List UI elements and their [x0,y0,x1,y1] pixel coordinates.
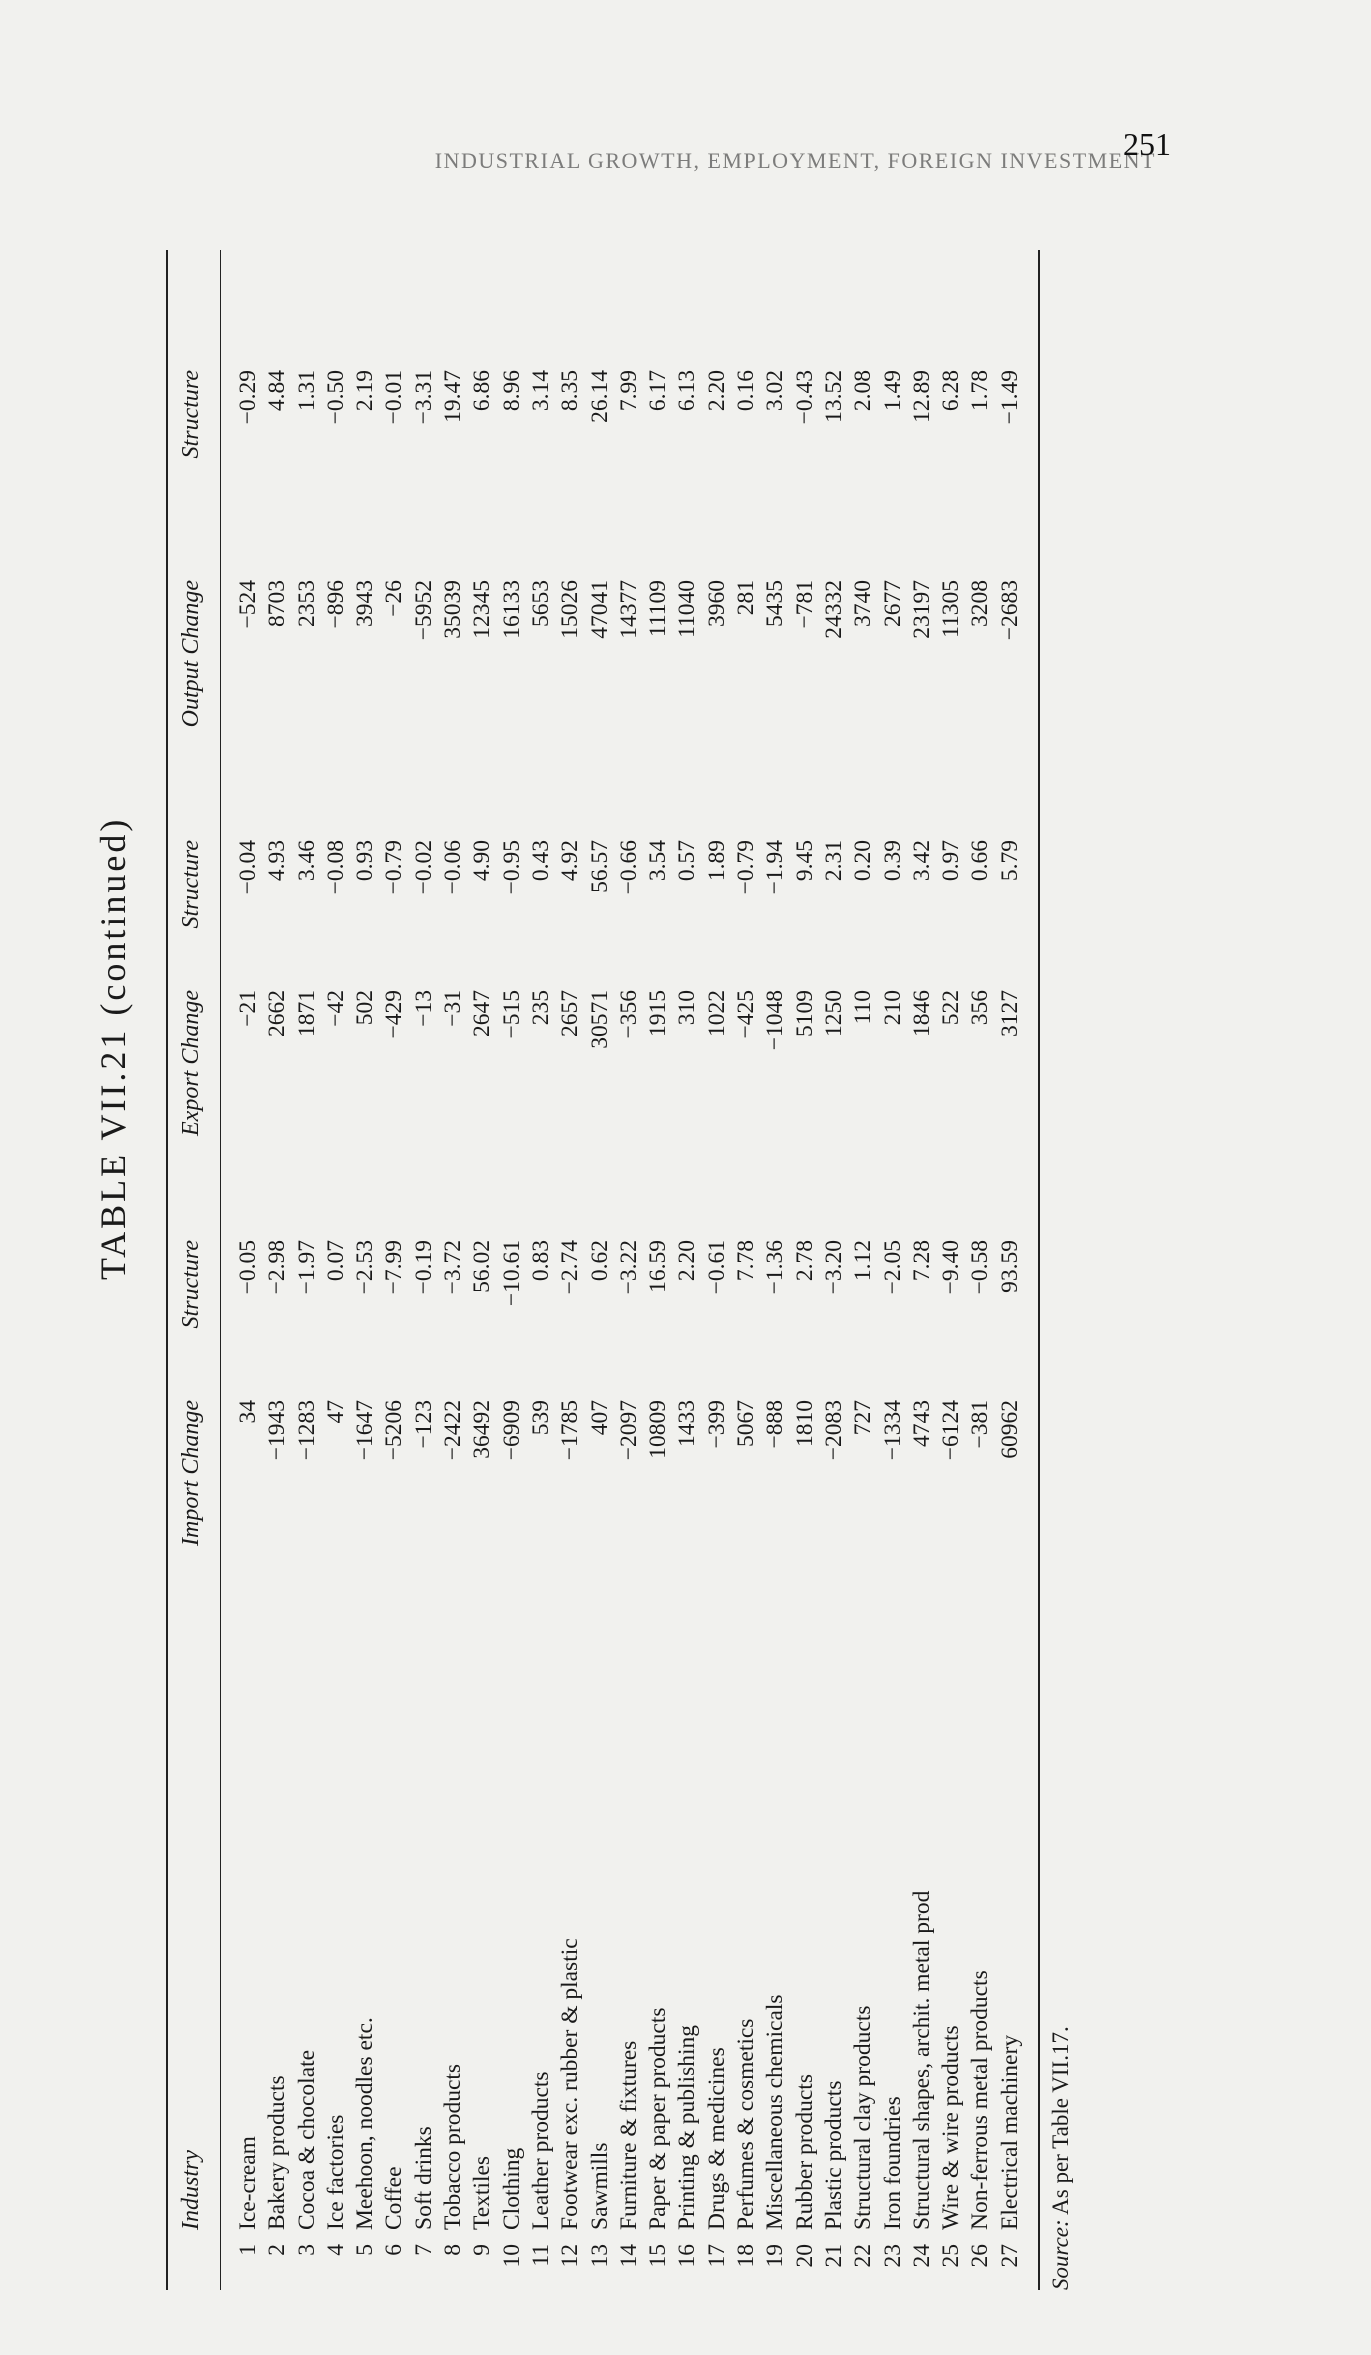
cell-import-structure: −1.97 [293,1240,320,1295]
table-row [380,250,409,2290]
table-header-rule [220,250,221,2290]
table-row [468,250,497,2290]
cell-output-structure: 6.28 [938,370,965,412]
cell-import-change: −1785 [557,1400,584,1461]
cell-import-change: −1334 [879,1400,906,1461]
cell-import-structure: 7.28 [908,1240,935,1282]
cell-export-structure: 3.46 [293,840,320,882]
cell-output-change: −781 [791,580,818,629]
row-industry: Footwear exc. rubber & plastic [557,1938,584,2230]
cell-export-structure: −0.08 [322,840,349,895]
cell-import-change: −2422 [440,1400,467,1461]
cell-import-change: 5067 [733,1400,760,1447]
cell-export-structure: 1.89 [703,840,730,882]
cell-output-structure: −0.50 [322,370,349,425]
cell-output-change: 14377 [615,580,642,639]
row-industry: Drugs & medicines [703,2047,730,2230]
table-source-note [1048,2026,1074,2290]
row-industry: Tobacco products [440,2063,467,2230]
cell-import-structure: −2.98 [264,1240,291,1295]
cell-export-structure: 0.39 [879,840,906,882]
cell-output-structure: 4.84 [264,370,291,412]
cell-output-change: 281 [733,580,760,616]
cell-output-change: −5952 [410,580,437,641]
cell-output-change: 3208 [967,580,994,627]
cell-import-structure: −2.74 [557,1240,584,1295]
cell-import-structure: 2.20 [674,1240,701,1282]
cell-export-structure: −0.79 [733,840,760,895]
table-row [410,250,439,2290]
header-output-structure: Structure [178,370,204,459]
cell-import-structure: 7.78 [733,1240,760,1282]
table-row [732,250,761,2290]
table-row [644,250,673,2290]
cell-export-structure: 3.42 [908,840,935,882]
table-row [673,250,702,2290]
cell-export-change: −429 [381,990,408,1039]
cell-export-change: 2647 [469,990,496,1037]
cell-import-change: −888 [762,1400,789,1449]
table-row [263,250,292,2290]
row-index: 3 [293,2244,320,2256]
row-index: 9 [469,2244,496,2256]
cell-import-structure: −0.19 [410,1240,437,1295]
cell-import-structure: −2.05 [879,1240,906,1295]
header-export-structure: Structure [178,840,204,929]
cell-output-change: −2683 [996,580,1023,641]
row-index: 2 [264,2244,291,2256]
cell-export-change: 110 [850,990,877,1025]
cell-export-change: 522 [938,990,965,1026]
cell-import-change: 36492 [469,1400,496,1459]
cell-export-structure: 5.79 [996,840,1023,882]
cell-import-change: 4743 [908,1400,935,1447]
cell-import-structure: −3.22 [615,1240,642,1295]
cell-output-change: 5435 [762,580,789,627]
cell-import-change: 1433 [674,1400,701,1447]
cell-import-structure: −0.61 [703,1240,730,1295]
table-title: TABLE VII.21 (continued) [93,816,133,1280]
cell-output-change: 3740 [850,580,877,627]
cell-import-structure: −9.40 [938,1240,965,1295]
cell-output-change: 24332 [820,580,847,639]
row-index: 20 [791,2244,818,2268]
cell-export-change: −42 [322,990,349,1027]
cell-import-structure: 16.59 [645,1240,672,1293]
cell-export-change: −21 [235,990,261,1027]
cell-export-change: 1871 [293,990,320,1037]
cell-import-change: −5206 [381,1400,408,1461]
cell-import-structure: 0.83 [527,1240,554,1282]
cell-import-change: −1283 [293,1400,320,1461]
cell-output-structure: 0.16 [733,370,760,412]
cell-output-change: 12345 [469,580,496,639]
cell-export-structure: 3.54 [645,840,672,882]
cell-output-change: −26 [381,580,408,617]
row-index: 14 [615,2244,642,2268]
cell-output-change: 5653 [527,580,554,627]
cell-output-structure: 3.14 [527,370,554,412]
cell-export-change: −356 [615,990,642,1039]
cell-export-structure: 0.20 [850,840,877,882]
cell-export-change: 3127 [996,990,1023,1037]
row-industry: Soft drinks [410,2126,437,2230]
cell-output-structure: 1.31 [293,370,320,412]
cell-output-structure: −0.01 [381,370,408,425]
cell-import-structure: −3.20 [820,1240,847,1295]
cell-export-change: −13 [410,990,437,1027]
table-row [908,250,937,2290]
row-industry: Wire & wire products [938,2025,965,2230]
row-index: 25 [938,2244,965,2268]
cell-export-change: −1048 [762,990,789,1051]
table-row [761,250,790,2290]
cell-import-change: −381 [967,1400,994,1449]
cell-export-change: 1250 [820,990,847,1037]
table-body [234,250,1025,2290]
cell-output-change: 15026 [557,580,584,639]
cell-output-structure: 3.02 [762,370,789,412]
row-index: 11 [527,2244,554,2267]
row-industry: Structural clay products [850,2005,877,2230]
cell-export-structure: −0.79 [381,840,408,895]
source-label: Source: [1048,2219,1073,2290]
cell-export-structure: −0.95 [498,840,525,895]
table-row [937,250,966,2290]
row-industry: Ice factories [322,2114,349,2230]
cell-export-change: 1022 [703,990,730,1037]
cell-export-structure: 4.90 [469,840,496,882]
cell-export-structure: 0.66 [967,840,994,882]
cell-output-structure: 2.08 [850,370,877,412]
table-row [849,250,878,2290]
row-index: 4 [322,2244,349,2256]
cell-output-change: 35039 [440,580,467,639]
cell-output-structure: 7.99 [615,370,642,412]
row-industry: Plastic products [820,2080,847,2230]
row-index: 16 [674,2244,701,2268]
cell-output-change: 11109 [645,580,672,638]
row-industry: Bakery products [264,2075,291,2230]
cell-export-change: 2657 [557,990,584,1037]
cell-import-structure: −1.36 [762,1240,789,1295]
cell-import-change: 47 [322,1400,349,1424]
row-industry: Cocoa & chocolate [293,2049,320,2230]
cell-output-structure: −1.49 [996,370,1023,425]
table-row [966,250,995,2290]
row-index: 12 [557,2244,584,2268]
cell-import-change: 539 [527,1400,554,1436]
row-industry: Textiles [469,2155,496,2230]
cell-export-structure: −0.02 [410,840,437,895]
cell-import-structure: −7.99 [381,1240,408,1295]
row-industry: Furniture & fixtures [615,2040,642,2230]
header-export-change: Export Change [178,990,204,1136]
cell-export-change: 2662 [264,990,291,1037]
source-text: As per Table VII.17. [1048,2026,1073,2220]
row-industry: Perfumes & cosmetics [733,2018,760,2230]
cell-import-change: −123 [410,1400,437,1449]
cell-import-change: −6909 [498,1400,525,1461]
cell-output-change: 8703 [264,580,291,627]
row-index: 26 [967,2244,994,2268]
cell-export-change: −425 [733,990,760,1039]
cell-export-structure: −0.06 [440,840,467,895]
row-industry: Structural shapes, archit. metal prod [908,1890,935,2230]
row-index: 22 [850,2244,877,2268]
cell-import-structure: 56.02 [469,1240,496,1293]
cell-output-structure: 8.96 [498,370,525,412]
row-industry: Miscellaneous chemicals [762,1994,789,2230]
row-index: 6 [381,2244,408,2256]
cell-export-change: 235 [527,990,554,1026]
cell-output-structure: 2.20 [703,370,730,412]
row-index: 23 [879,2244,906,2268]
row-industry: Coffee [381,2166,408,2230]
cell-export-structure: 2.31 [820,840,847,882]
cell-import-change: −1943 [264,1400,291,1461]
cell-export-structure: 4.93 [264,840,291,882]
cell-import-change: −1647 [352,1400,379,1461]
page-number: 251 [1123,126,1171,162]
table-row [293,250,322,2290]
table-row [234,250,263,2290]
cell-import-structure: 0.62 [586,1240,613,1282]
cell-export-change: 1915 [645,990,672,1037]
cell-import-change: −2083 [820,1400,847,1461]
cell-output-structure: 6.17 [645,370,672,412]
cell-export-change: 1846 [908,990,935,1037]
cell-import-change: 60962 [996,1400,1023,1459]
table-row [586,250,615,2290]
cell-output-structure: −0.43 [791,370,818,425]
header-industry: Industry [178,2150,204,2230]
cell-output-structure: 6.86 [469,370,496,412]
cell-export-structure: 4.92 [557,840,584,882]
row-industry: Electrical machinery [996,2034,1023,2230]
cell-output-structure: −3.31 [410,370,437,425]
cell-output-change: 11040 [674,580,701,638]
cell-output-structure: 19.47 [440,370,467,423]
cell-import-structure: 0.07 [322,1240,349,1282]
row-index: 5 [352,2244,379,2256]
table-top-rule [166,250,168,2290]
cell-import-structure: −3.72 [440,1240,467,1295]
cell-export-change: −31 [440,990,467,1027]
cell-output-change: −524 [235,580,261,629]
rotated-table [80,250,1090,2290]
cell-output-structure: 1.49 [879,370,906,412]
running-head: INDUSTRIAL GROWTH, EMPLOYMENT, FOREIGN INVESTMENT [434,148,1156,173]
row-index: 21 [820,2244,847,2268]
cell-export-change: 30571 [586,990,613,1049]
row-index: 7 [410,2244,437,2256]
row-index: 15 [645,2244,672,2268]
cell-output-structure: −0.29 [235,370,261,425]
table-row [527,250,556,2290]
header-output-change: Output Change [178,580,204,728]
cell-import-structure: 1.12 [850,1240,877,1282]
cell-output-change: −896 [322,580,349,629]
cell-export-change: 310 [674,990,701,1026]
cell-output-change: 16133 [498,580,525,639]
cell-export-structure: 0.93 [352,840,379,882]
row-industry: Non-ferrous metal products [967,1970,994,2230]
row-index: 13 [586,2244,613,2268]
cell-import-structure: 2.78 [791,1240,818,1282]
cell-output-change: 47041 [586,580,613,639]
cell-export-change: 356 [967,990,994,1026]
cell-import-change: −6124 [938,1400,965,1461]
row-index: 18 [733,2244,760,2268]
cell-export-change: 502 [352,990,379,1026]
cell-output-structure: 26.14 [586,370,613,423]
table-row [556,250,585,2290]
cell-output-structure: 1.78 [967,370,994,412]
row-industry: Clothing [498,2147,525,2230]
cell-output-structure: 12.89 [908,370,935,423]
table-row [820,250,849,2290]
header-import-structure: Structure [178,1240,204,1329]
cell-import-change: 34 [235,1400,261,1424]
row-index: 17 [703,2244,730,2268]
row-index: 27 [996,2244,1023,2268]
row-industry: Rubber products [791,2074,818,2230]
row-industry: Printing & publishing [674,2025,701,2230]
row-industry: Ice-cream [235,2136,261,2230]
cell-output-change: 11305 [938,580,965,638]
cell-export-structure: 9.45 [791,840,818,882]
table-row [703,250,732,2290]
cell-export-structure: 0.43 [527,840,554,882]
cell-import-change: −399 [703,1400,730,1449]
cell-output-change: 2353 [293,580,320,627]
cell-export-change: 210 [879,990,906,1026]
cell-import-change: 10809 [645,1400,672,1459]
table-bottom-rule [1038,250,1040,2290]
cell-import-structure: −2.53 [352,1240,379,1295]
cell-import-structure: −10.61 [498,1240,525,1307]
cell-output-change: 3943 [352,580,379,627]
header-import-change: Import Change [178,1400,204,1546]
row-industry: Sawmills [586,2142,613,2230]
cell-output-structure: 8.35 [557,370,584,412]
cell-export-structure: −1.94 [762,840,789,895]
table-row [996,250,1025,2290]
row-industry: Leather products [527,2071,554,2230]
cell-import-structure: −0.58 [967,1240,994,1295]
cell-import-structure: 93.59 [996,1240,1023,1293]
cell-export-change: 5109 [791,990,818,1037]
cell-export-structure: 0.97 [938,840,965,882]
cell-import-change: −2097 [615,1400,642,1461]
cell-import-structure: −0.05 [235,1240,261,1295]
row-index: 19 [762,2244,789,2268]
cell-export-structure: −0.04 [235,840,261,895]
cell-export-structure: 0.57 [674,840,701,882]
table-row [322,250,351,2290]
cell-output-structure: 2.19 [352,370,379,412]
cell-import-change: 1810 [791,1400,818,1447]
cell-export-change: −515 [498,990,525,1039]
cell-output-structure: 6.13 [674,370,701,412]
cell-import-change: 407 [586,1400,613,1436]
cell-output-change: 2677 [879,580,906,627]
row-index: 10 [498,2244,525,2268]
table-row [791,250,820,2290]
table-row [439,250,468,2290]
cell-output-change: 3960 [703,580,730,627]
cell-output-change: 23197 [908,580,935,639]
row-index: 8 [440,2244,467,2256]
cell-export-structure: 56.57 [586,840,613,893]
row-index: 24 [908,2244,935,2268]
table-row [879,250,908,2290]
row-industry: Meehoon, noodles etc. [352,2017,379,2230]
row-index: 1 [235,2244,261,2256]
cell-output-structure: 13.52 [820,370,847,423]
row-industry: Paper & paper products [645,2007,672,2230]
table-row [498,250,527,2290]
cell-import-change: 727 [850,1400,877,1436]
cell-export-structure: −0.66 [615,840,642,895]
row-industry: Iron foundries [879,2096,906,2230]
table-row [615,250,644,2290]
table-row [351,250,380,2290]
